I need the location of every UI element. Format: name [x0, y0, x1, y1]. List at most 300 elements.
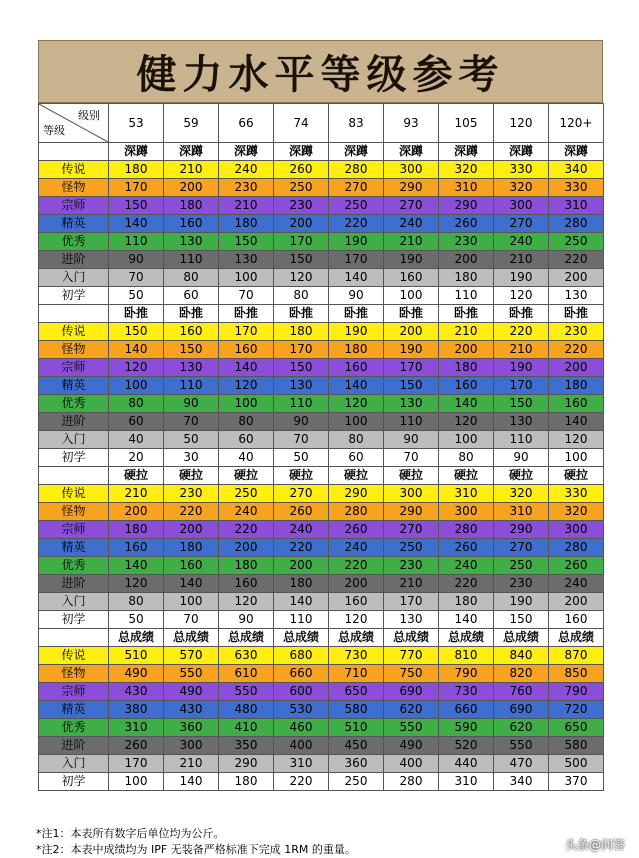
value-cell: 120 [494, 287, 549, 305]
level-label-cell: 优秀 [39, 719, 109, 737]
page-title: 健力水平等级参考 [136, 51, 505, 98]
value-cell: 70 [274, 431, 329, 449]
value-cell: 260 [439, 539, 494, 557]
value-cell: 310 [439, 179, 494, 197]
section-lift-label: 总成绩 [494, 629, 549, 647]
level-label-cell: 传说 [39, 161, 109, 179]
value-cell: 490 [384, 737, 439, 755]
section-lift-label: 卧推 [384, 305, 439, 323]
value-cell: 70 [219, 287, 274, 305]
value-cell: 260 [549, 557, 604, 575]
section-lift-label: 硬拉 [329, 467, 384, 485]
level-row [39, 557, 604, 575]
value-cell: 130 [164, 233, 219, 251]
value-cell: 280 [439, 521, 494, 539]
level-label-cell: 怪物 [39, 341, 109, 359]
section-blank-cell [39, 629, 109, 647]
value-cell: 230 [164, 485, 219, 503]
value-cell: 110 [164, 251, 219, 269]
level-label-cell: 初学 [39, 449, 109, 467]
value-cell: 130 [384, 611, 439, 629]
watermark: 头条@问答 [564, 838, 625, 852]
value-cell: 620 [494, 719, 549, 737]
value-cell: 50 [109, 287, 164, 305]
value-cell: 230 [274, 197, 329, 215]
section-lift-label: 卧推 [164, 305, 219, 323]
value-cell: 250 [219, 485, 274, 503]
value-cell: 60 [109, 413, 164, 431]
value-cell: 440 [439, 755, 494, 773]
value-cell: 120 [219, 593, 274, 611]
value-cell: 820 [494, 665, 549, 683]
value-cell: 240 [329, 539, 384, 557]
value-cell: 510 [109, 647, 164, 665]
value-cell: 120 [109, 575, 164, 593]
value-cell: 170 [384, 593, 439, 611]
value-cell: 430 [164, 701, 219, 719]
footnote: *注1：本表所有数字后单位均为公斤。 [36, 827, 225, 840]
level-label-cell: 精英 [39, 539, 109, 557]
level-label-cell: 入门 [39, 755, 109, 773]
value-cell: 110 [384, 413, 439, 431]
value-cell: 150 [274, 359, 329, 377]
level-row [39, 539, 604, 557]
value-cell: 250 [384, 539, 439, 557]
value-cell: 80 [329, 431, 384, 449]
value-cell: 160 [164, 323, 219, 341]
value-cell: 110 [109, 233, 164, 251]
value-cell: 240 [439, 557, 494, 575]
value-cell: 140 [439, 611, 494, 629]
value-cell: 160 [164, 215, 219, 233]
value-cell: 310 [274, 755, 329, 773]
value-cell: 180 [219, 773, 274, 791]
value-cell: 480 [219, 701, 274, 719]
section-lift-label: 总成绩 [549, 629, 604, 647]
section-lift-label: 总成绩 [274, 629, 329, 647]
value-cell: 60 [329, 449, 384, 467]
value-cell: 180 [219, 557, 274, 575]
value-cell: 170 [219, 323, 274, 341]
value-cell: 280 [549, 539, 604, 557]
weight-class-header: 93 [384, 104, 439, 143]
value-cell: 270 [384, 521, 439, 539]
value-cell: 220 [494, 323, 549, 341]
level-row [39, 431, 604, 449]
value-cell: 210 [164, 161, 219, 179]
value-cell: 580 [329, 701, 384, 719]
value-cell: 110 [164, 377, 219, 395]
section-lift-label: 总成绩 [439, 629, 494, 647]
section-lift-label: 卧推 [219, 305, 274, 323]
weight-class-header: 120+ [549, 104, 604, 143]
level-label-cell: 入门 [39, 269, 109, 287]
section-lift-label: 硬拉 [164, 467, 219, 485]
value-cell: 730 [329, 647, 384, 665]
value-cell: 310 [109, 719, 164, 737]
value-cell: 550 [384, 719, 439, 737]
value-cell: 130 [274, 377, 329, 395]
level-row [39, 665, 604, 683]
value-cell: 470 [494, 755, 549, 773]
value-cell: 350 [219, 737, 274, 755]
level-label-cell: 怪物 [39, 179, 109, 197]
value-cell: 90 [329, 287, 384, 305]
value-cell: 200 [439, 251, 494, 269]
value-cell: 60 [164, 287, 219, 305]
level-row [39, 197, 604, 215]
value-cell: 290 [329, 485, 384, 503]
value-cell: 290 [439, 197, 494, 215]
value-cell: 300 [164, 737, 219, 755]
value-cell: 500 [549, 755, 604, 773]
value-cell: 870 [549, 647, 604, 665]
section-lift-label: 总成绩 [329, 629, 384, 647]
value-cell: 140 [329, 269, 384, 287]
value-cell: 330 [549, 485, 604, 503]
value-cell: 150 [494, 611, 549, 629]
value-cell: 130 [494, 413, 549, 431]
value-cell: 100 [109, 377, 164, 395]
value-cell: 130 [549, 287, 604, 305]
weight-class-header: 83 [329, 104, 384, 143]
value-cell: 240 [494, 233, 549, 251]
value-cell: 80 [164, 269, 219, 287]
value-cell: 100 [439, 431, 494, 449]
value-cell: 200 [219, 539, 274, 557]
level-row [39, 755, 604, 773]
section-header-row [39, 305, 604, 323]
value-cell: 150 [109, 197, 164, 215]
value-cell: 230 [439, 233, 494, 251]
value-cell: 360 [329, 755, 384, 773]
value-cell: 200 [549, 269, 604, 287]
value-cell: 30 [164, 449, 219, 467]
level-label-cell: 怪物 [39, 665, 109, 683]
section-lift-label: 深蹲 [109, 143, 164, 161]
value-cell: 210 [109, 485, 164, 503]
value-cell: 340 [549, 161, 604, 179]
value-cell: 70 [109, 269, 164, 287]
value-cell: 190 [494, 359, 549, 377]
value-cell: 260 [274, 161, 329, 179]
value-cell: 190 [384, 341, 439, 359]
value-cell: 180 [164, 197, 219, 215]
value-cell: 630 [219, 647, 274, 665]
section-lift-label: 硬拉 [219, 467, 274, 485]
value-cell: 140 [109, 215, 164, 233]
value-cell: 120 [109, 359, 164, 377]
section-lift-label: 深蹲 [164, 143, 219, 161]
value-cell: 430 [109, 683, 164, 701]
value-cell: 270 [494, 539, 549, 557]
value-cell: 140 [219, 359, 274, 377]
value-cell: 220 [549, 341, 604, 359]
value-cell: 20 [109, 449, 164, 467]
value-cell: 650 [549, 719, 604, 737]
value-cell: 160 [109, 539, 164, 557]
level-row [39, 611, 604, 629]
level-row [39, 575, 604, 593]
value-cell: 140 [274, 593, 329, 611]
level-row [39, 251, 604, 269]
value-cell: 140 [164, 773, 219, 791]
value-cell: 290 [219, 755, 274, 773]
level-label-cell: 优秀 [39, 233, 109, 251]
value-cell: 310 [439, 485, 494, 503]
value-cell: 100 [329, 413, 384, 431]
value-cell: 300 [439, 503, 494, 521]
value-cell: 250 [549, 233, 604, 251]
value-cell: 230 [494, 575, 549, 593]
level-label-cell: 入门 [39, 593, 109, 611]
value-cell: 80 [109, 395, 164, 413]
value-cell: 160 [549, 611, 604, 629]
value-cell: 710 [329, 665, 384, 683]
value-cell: 230 [219, 179, 274, 197]
level-row [39, 269, 604, 287]
value-cell: 210 [219, 197, 274, 215]
value-cell: 580 [549, 737, 604, 755]
value-cell: 180 [439, 359, 494, 377]
value-cell: 240 [384, 215, 439, 233]
level-label-cell: 初学 [39, 773, 109, 791]
value-cell: 150 [384, 377, 439, 395]
value-cell: 190 [384, 251, 439, 269]
section-lift-label: 硬拉 [549, 467, 604, 485]
value-cell: 620 [384, 701, 439, 719]
value-cell: 410 [219, 719, 274, 737]
value-cell: 190 [329, 323, 384, 341]
section-lift-label: 卧推 [329, 305, 384, 323]
value-cell: 170 [329, 251, 384, 269]
value-cell: 140 [109, 557, 164, 575]
value-cell: 100 [219, 395, 274, 413]
value-cell: 150 [219, 233, 274, 251]
value-cell: 210 [494, 251, 549, 269]
value-cell: 520 [439, 737, 494, 755]
value-cell: 80 [109, 593, 164, 611]
value-cell: 200 [109, 503, 164, 521]
value-cell: 170 [274, 233, 329, 251]
value-cell: 280 [384, 773, 439, 791]
value-cell: 100 [164, 593, 219, 611]
value-cell: 40 [219, 449, 274, 467]
value-cell: 320 [494, 179, 549, 197]
value-cell: 180 [549, 377, 604, 395]
value-cell: 300 [549, 521, 604, 539]
level-label-cell: 精英 [39, 215, 109, 233]
value-cell: 200 [164, 179, 219, 197]
weight-class-header: 53 [109, 104, 164, 143]
value-cell: 160 [164, 557, 219, 575]
value-cell: 750 [384, 665, 439, 683]
section-lift-label: 总成绩 [109, 629, 164, 647]
value-cell: 790 [549, 683, 604, 701]
value-cell: 310 [439, 773, 494, 791]
value-cell: 180 [109, 161, 164, 179]
value-cell: 290 [384, 179, 439, 197]
value-cell: 100 [549, 449, 604, 467]
value-cell: 590 [439, 719, 494, 737]
value-cell: 100 [219, 269, 274, 287]
value-cell: 280 [329, 503, 384, 521]
value-cell: 80 [274, 287, 329, 305]
value-cell: 220 [329, 215, 384, 233]
level-label-cell: 优秀 [39, 395, 109, 413]
section-lift-label: 深蹲 [549, 143, 604, 161]
value-cell: 840 [494, 647, 549, 665]
value-cell: 150 [164, 341, 219, 359]
value-cell: 400 [384, 755, 439, 773]
level-row [39, 323, 604, 341]
value-cell: 180 [329, 341, 384, 359]
section-blank-cell [39, 305, 109, 323]
section-blank-cell [39, 143, 109, 161]
value-cell: 810 [439, 647, 494, 665]
value-cell: 150 [109, 323, 164, 341]
weight-class-header: 66 [219, 104, 274, 143]
section-lift-label: 卧推 [109, 305, 164, 323]
value-cell: 720 [549, 701, 604, 719]
value-cell: 220 [439, 575, 494, 593]
section-lift-label: 深蹲 [219, 143, 274, 161]
value-cell: 120 [439, 413, 494, 431]
value-cell: 70 [164, 611, 219, 629]
value-cell: 120 [329, 611, 384, 629]
section-lift-label: 总成绩 [219, 629, 274, 647]
value-cell: 170 [494, 377, 549, 395]
value-cell: 240 [219, 161, 274, 179]
level-row [39, 773, 604, 791]
value-cell: 460 [274, 719, 329, 737]
level-row [39, 233, 604, 251]
value-cell: 110 [274, 395, 329, 413]
section-lift-label: 硬拉 [439, 467, 494, 485]
value-cell: 170 [109, 179, 164, 197]
value-cell: 650 [329, 683, 384, 701]
value-cell: 510 [329, 719, 384, 737]
level-label-cell: 入门 [39, 431, 109, 449]
value-cell: 210 [384, 575, 439, 593]
value-cell: 210 [439, 323, 494, 341]
value-cell: 250 [274, 179, 329, 197]
value-cell: 240 [549, 575, 604, 593]
value-cell: 120 [329, 395, 384, 413]
level-label-cell: 初学 [39, 287, 109, 305]
level-label-cell: 进阶 [39, 575, 109, 593]
value-cell: 150 [274, 251, 329, 269]
value-cell: 180 [109, 521, 164, 539]
value-cell: 290 [494, 521, 549, 539]
weight-class-header: 105 [439, 104, 494, 143]
level-row [39, 161, 604, 179]
level-row [39, 647, 604, 665]
section-lift-label: 深蹲 [494, 143, 549, 161]
value-cell: 790 [439, 665, 494, 683]
value-cell: 50 [164, 431, 219, 449]
value-cell: 220 [274, 773, 329, 791]
value-cell: 200 [549, 593, 604, 611]
value-cell: 850 [549, 665, 604, 683]
value-cell: 180 [164, 539, 219, 557]
level-label-cell: 优秀 [39, 557, 109, 575]
value-cell: 160 [329, 593, 384, 611]
level-row [39, 521, 604, 539]
value-cell: 450 [329, 737, 384, 755]
value-cell: 380 [109, 701, 164, 719]
value-cell: 170 [384, 359, 439, 377]
value-cell: 320 [494, 485, 549, 503]
level-row [39, 215, 604, 233]
value-cell: 530 [274, 701, 329, 719]
value-cell: 200 [384, 323, 439, 341]
value-cell: 490 [164, 683, 219, 701]
value-cell: 180 [439, 269, 494, 287]
value-cell: 260 [439, 215, 494, 233]
section-lift-label: 硬拉 [274, 467, 329, 485]
value-cell: 220 [164, 503, 219, 521]
value-cell: 40 [109, 431, 164, 449]
value-cell: 690 [384, 683, 439, 701]
weight-class-header: 59 [164, 104, 219, 143]
title-banner [38, 40, 603, 103]
value-cell: 260 [329, 521, 384, 539]
value-cell: 680 [274, 647, 329, 665]
section-lift-label: 深蹲 [439, 143, 494, 161]
value-cell: 760 [494, 683, 549, 701]
value-cell: 160 [219, 575, 274, 593]
value-cell: 140 [549, 413, 604, 431]
value-cell: 160 [439, 377, 494, 395]
value-cell: 770 [384, 647, 439, 665]
value-cell: 110 [274, 611, 329, 629]
value-cell: 130 [164, 359, 219, 377]
level-label-cell: 传说 [39, 323, 109, 341]
value-cell: 160 [329, 359, 384, 377]
value-cell: 200 [164, 521, 219, 539]
level-row [39, 503, 604, 521]
value-cell: 320 [439, 161, 494, 179]
value-cell: 180 [274, 323, 329, 341]
weight-class-label: 级别 [78, 109, 100, 122]
level-label-cell: 初学 [39, 611, 109, 629]
value-cell: 150 [494, 395, 549, 413]
level-label-cell: 精英 [39, 701, 109, 719]
section-lift-label: 总成绩 [384, 629, 439, 647]
value-cell: 570 [164, 647, 219, 665]
value-cell: 260 [109, 737, 164, 755]
value-cell: 610 [219, 665, 274, 683]
value-cell: 50 [109, 611, 164, 629]
value-cell: 270 [274, 485, 329, 503]
value-cell: 270 [329, 179, 384, 197]
level-row [39, 395, 604, 413]
value-cell: 180 [219, 215, 274, 233]
value-cell: 70 [164, 413, 219, 431]
value-cell: 200 [549, 359, 604, 377]
section-header-row [39, 467, 604, 485]
value-cell: 370 [549, 773, 604, 791]
value-cell: 90 [164, 395, 219, 413]
level-row [39, 449, 604, 467]
value-cell: 140 [109, 341, 164, 359]
strength-level-table [38, 103, 604, 791]
footnotes [36, 826, 606, 858]
value-cell: 490 [109, 665, 164, 683]
level-label-cell: 宗师 [39, 359, 109, 377]
value-cell: 170 [109, 755, 164, 773]
